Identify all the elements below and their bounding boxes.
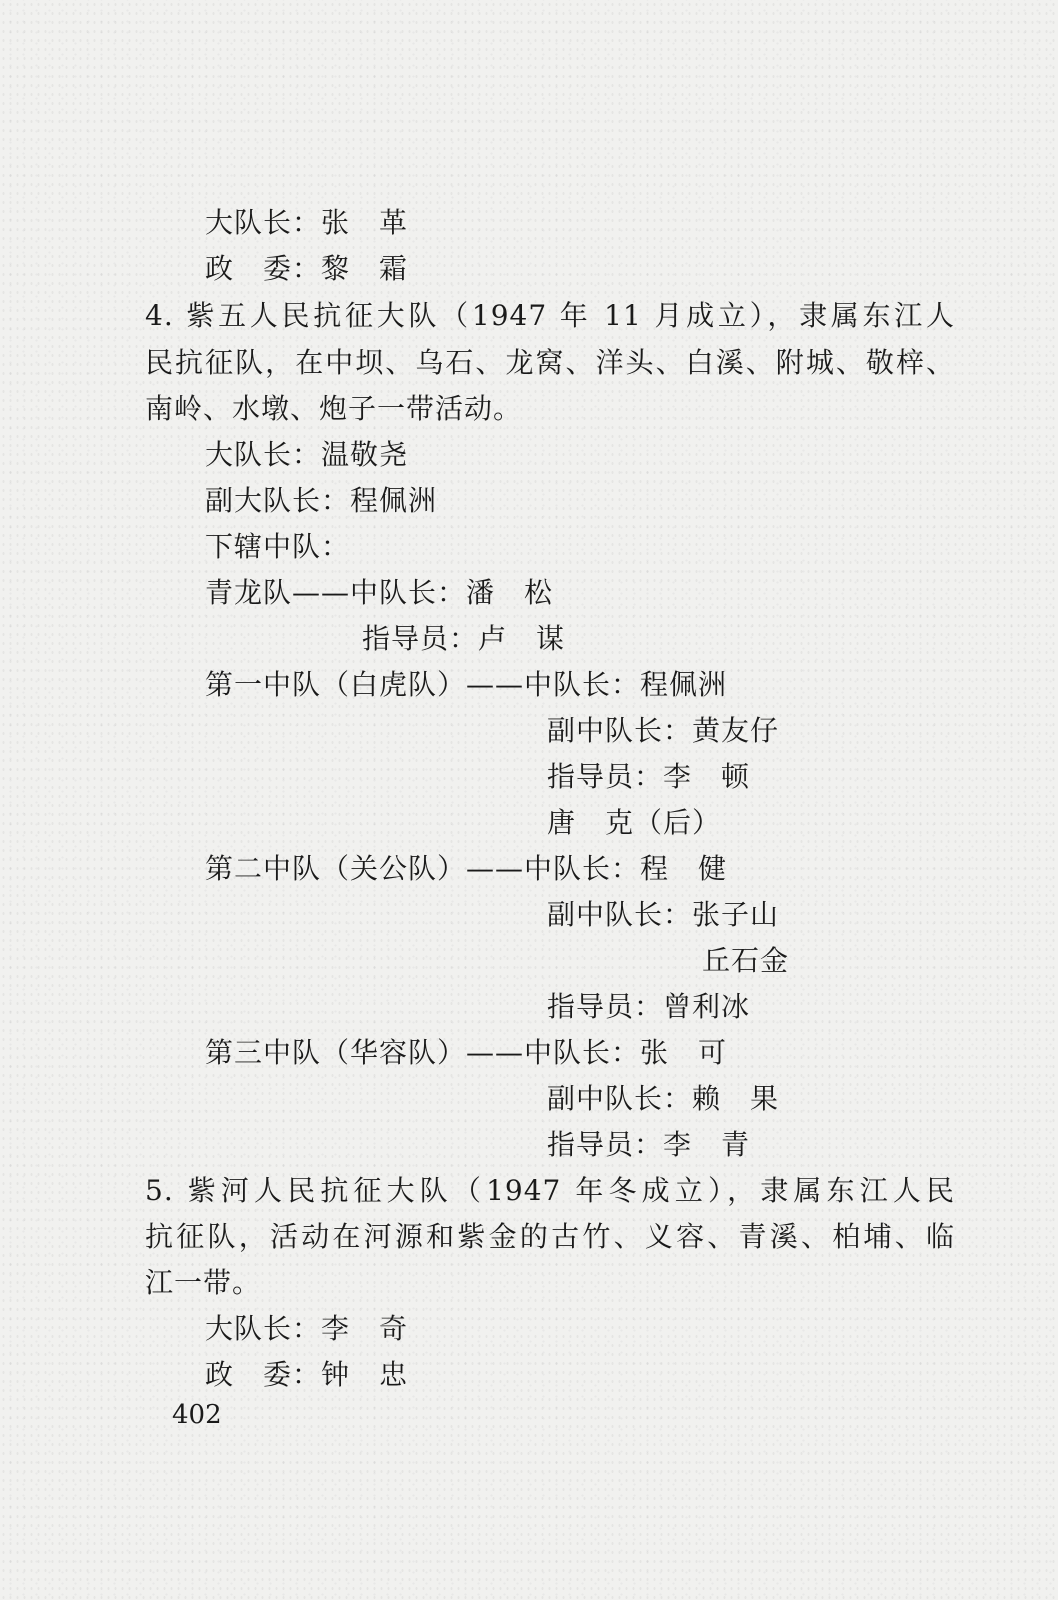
paragraph-line: 4. 紫五人民抗征大队（1947 年 11 月成立），隶属东江人 — [145, 299, 955, 332]
text-line: 第一中队（白虎队）——中队长：程佩洲 — [205, 668, 728, 701]
text-line: 第三中队（华容队）——中队长：张 可 — [205, 1036, 728, 1069]
page-number: 402 — [172, 1400, 222, 1430]
text-line: 指导员：李 顿 — [547, 760, 751, 793]
text-line: 青龙队——中队长：潘 松 — [205, 576, 554, 609]
text-line: 指导员：李 青 — [547, 1128, 751, 1161]
text-line: 副中队长：赖 果 — [547, 1082, 780, 1115]
text-line: 大队长：温敬尧 — [205, 438, 409, 471]
text-line: 副中队长：张子山 — [547, 898, 780, 931]
text-line: 政 委：黎 霜 — [205, 252, 409, 285]
paragraph-line: 民抗征队，在中坝、乌石、龙窝、洋头、白溪、附城、敬梓、 — [145, 346, 955, 379]
paragraph-line: 抗征队，活动在河源和紫金的古竹、义容、青溪、柏埔、临 — [145, 1220, 955, 1253]
text-line: 副中队长：黄友仔 — [547, 714, 780, 747]
text-line: 丘石金 — [702, 944, 790, 977]
text-line: 副大队长：程佩洲 — [205, 484, 438, 517]
text-line: 下辖中队： — [205, 530, 351, 563]
text-line: 大队长：张 革 — [205, 206, 409, 239]
text-line: 指导员：曾利冰 — [547, 990, 751, 1023]
text-line: 大队长：李 奇 — [205, 1312, 409, 1345]
paragraph-line: 江一带。 — [145, 1266, 262, 1299]
text-line: 政 委：钟 忠 — [205, 1358, 409, 1391]
text-line: 第二中队（关公队）——中队长：程 健 — [205, 852, 728, 885]
paragraph-line: 南岭、水墩、炮子一带活动。 — [145, 392, 523, 425]
text-line: 指导员：卢 谋 — [362, 622, 566, 655]
paragraph-line: 5. 紫河人民抗征大队（1947 年冬成立），隶属东江人民 — [145, 1174, 955, 1207]
text-line: 唐 克（后） — [547, 806, 722, 839]
